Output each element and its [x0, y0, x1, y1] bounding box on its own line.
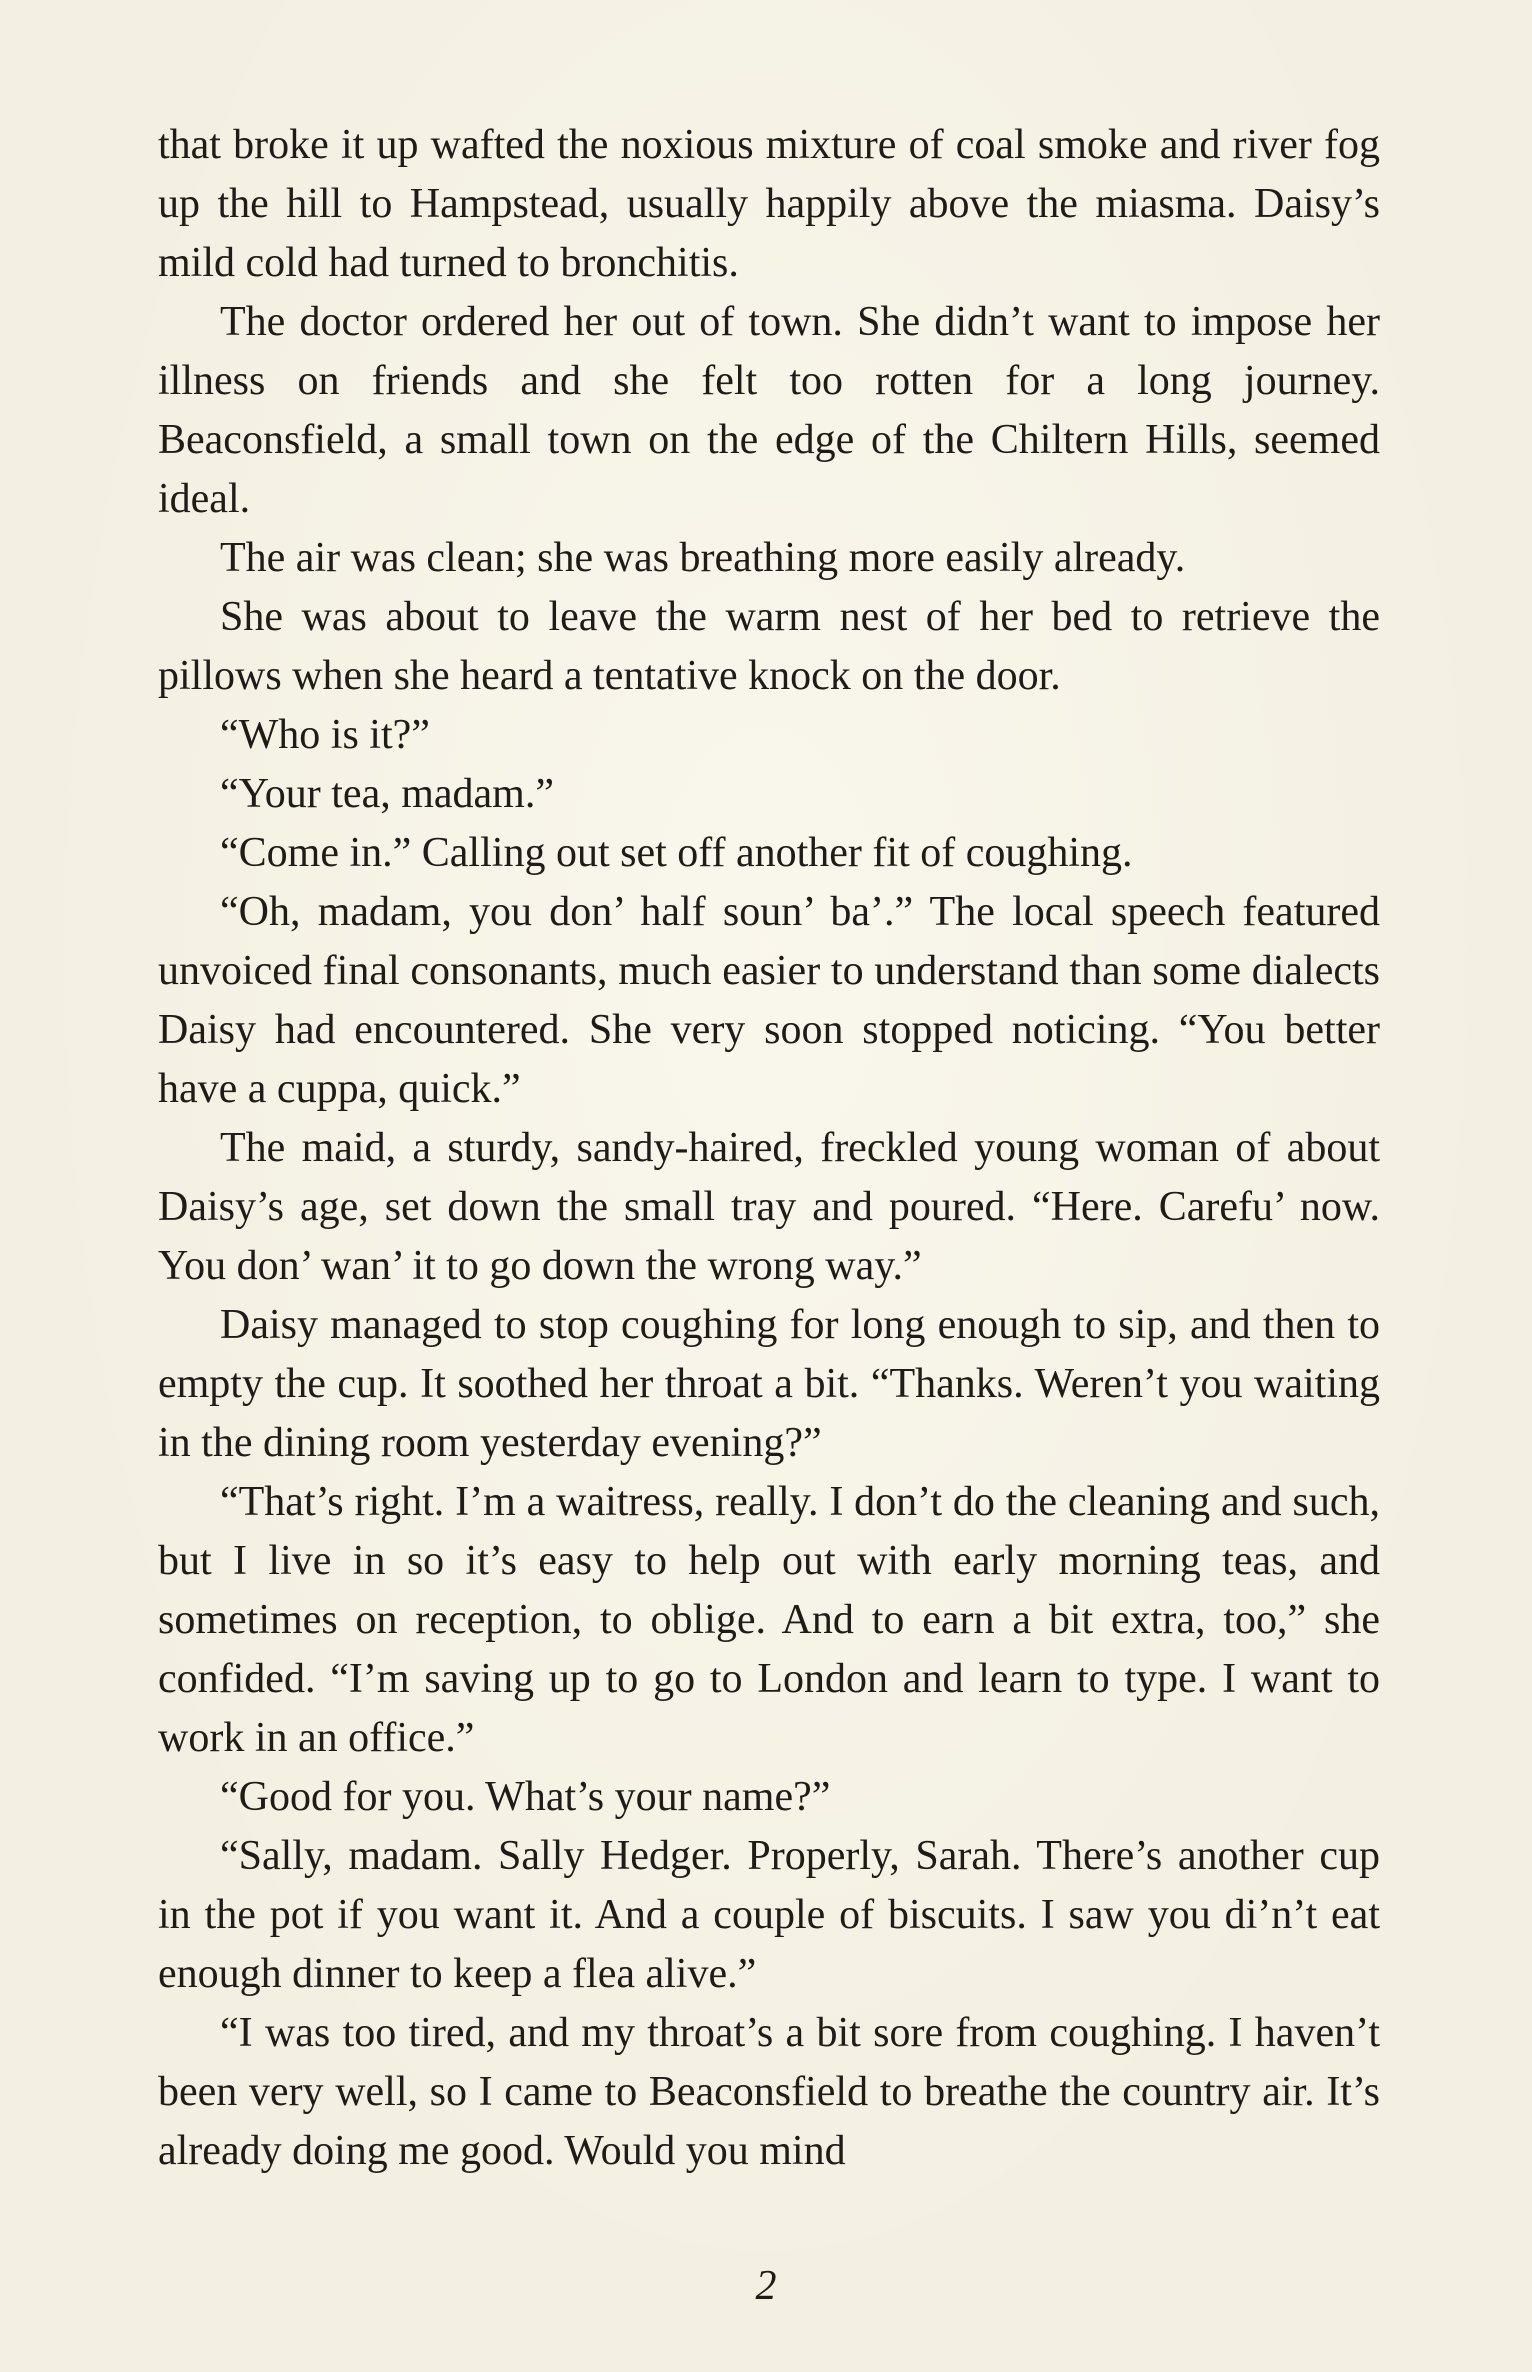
- paragraph: She was about to leave the warm nest of her bed to retrieve the pillows when she heard a tentative knock on the door.: [158, 594, 1380, 699]
- paragraph: “Good for you. What’s your name?”: [220, 1774, 831, 1820]
- paragraph: “Sally, madam. Sally Hedger. Properly, Sarah. There’s another cup in the pot if you want it. And a couple of biscuits. I saw you di’n’t eat enough dinner to keep a flea alive.”: [158, 1833, 1380, 1997]
- paragraph: “Come in.” Calling out set off another fit of coughing.: [220, 830, 1133, 876]
- paragraph: that broke it up wafted the noxious mixture of coal smoke and river fog up the hill to Hampstead, usually happily above the miasma. Daisy’s mild cold had turned to bronchitis.: [158, 122, 1380, 286]
- paragraph: “Oh, madam, you don’ half soun’ ba’.” The local speech featured unvoiced final consonants, much easier to understand than some dialects Daisy had encountered. She very soon stopped noticing. “You better have a cuppa, quick.”: [158, 889, 1380, 1112]
- paragraph: “Who is it?”: [220, 712, 430, 758]
- paragraph: “That’s right. I’m a waitress, really. I don’t do the cleaning and such, but I live in so it’s easy to help out with early morning teas, and sometimes on reception, to oblige. And to earn a bit extra, too,” she confided. “I’m saving up to go to London and learn to type. I want to work in an office.”: [158, 1479, 1380, 1761]
- paragraph: The air was clean; she was breathing more easily already.: [220, 535, 1186, 581]
- paragraph: The maid, a sturdy, sandy-haired, freckled young woman of about Daisy’s age, set down the small tray and poured. “Here. Carefu’ now. You don’ wan’ it to go down the wrong way.”: [158, 1125, 1380, 1289]
- paragraph: Daisy managed to stop coughing for long enough to sip, and then to empty the cup. It soothed her throat a bit. “Thanks. Weren’t you waiting in the dining room yesterday evening?”: [158, 1302, 1380, 1466]
- paragraph: “I was too tired, and my throat’s a bit sore from coughing. I haven’t been very well, so I came to Beaconsfield to breathe the country air. It’s already doing me good. Would you mind: [158, 2010, 1380, 2174]
- body-text: [158, 116, 1380, 2181]
- paragraph: “Your tea, madam.”: [220, 771, 554, 817]
- page-number: 2: [755, 2263, 777, 2309]
- paragraph: The doctor ordered her out of town. She didn’t want to impose her illness on friends and she felt too rotten for a long journey. Beaconsfield, a small town on the edge of the Chiltern Hills, seemed ideal.: [158, 299, 1380, 522]
